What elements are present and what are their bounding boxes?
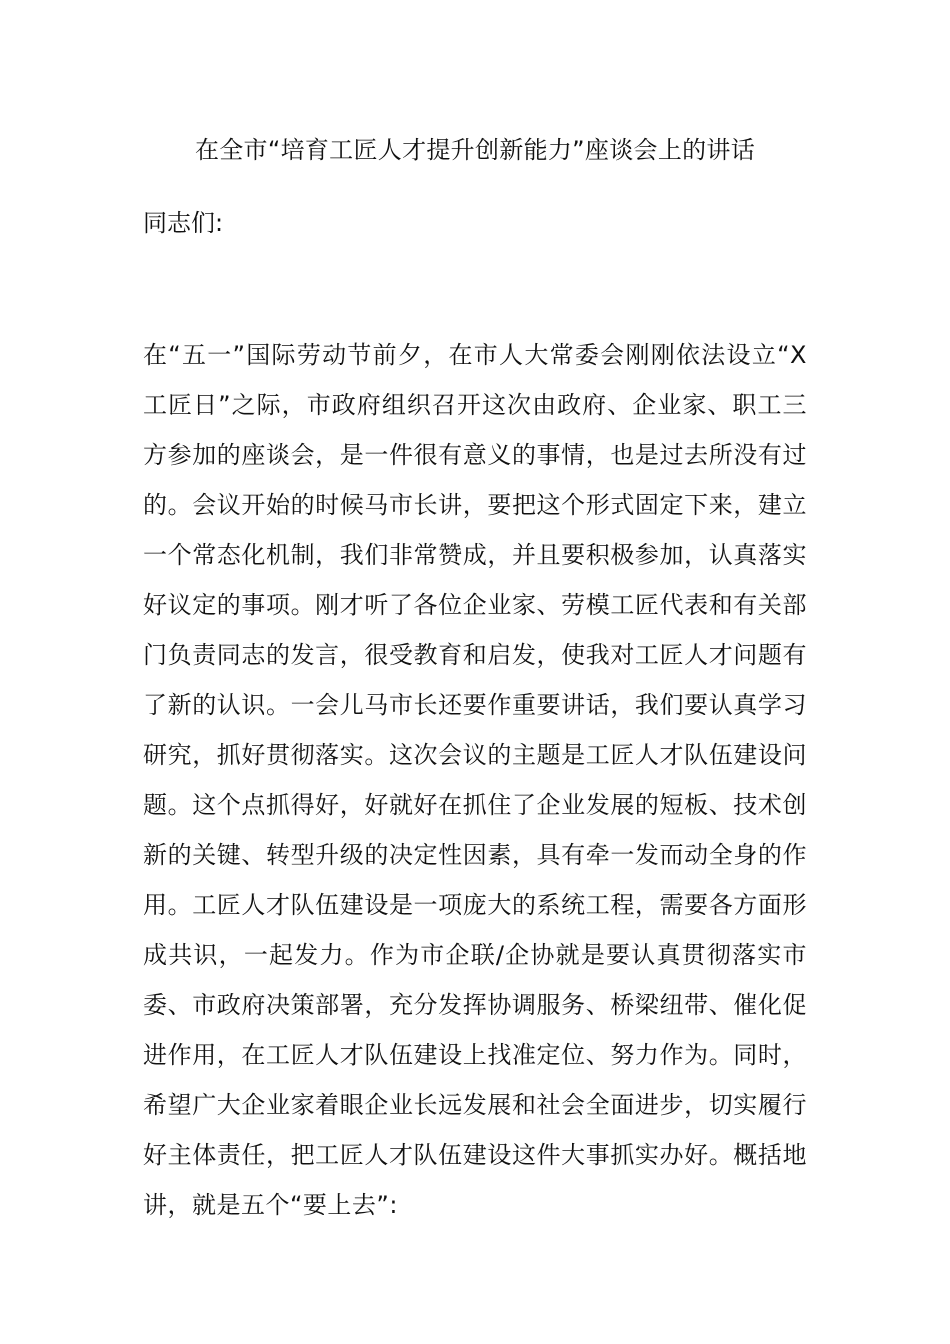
salutation: 同志们: (143, 209, 224, 237)
document-title: 在全市“培育工匠人才提升创新能力”座谈会上的讲话 (194, 136, 756, 164)
body-paragraph: 在“五一”国际劳动节前夕，在市人大常委会刚刚依法设立“X工匠日”之际，市政府组织召开这次由政府、企业家、职工三方参加的座谈会，是一件很有意义的事情，也是过去所没有过的。会议开始的时候马市长讲，要把这个形式固定下来，建立一个常态化机制，我们非常赞成，并且要积极参加，认真落实好议定的事项。刚才听了各位企业家、劳模工匠代表和有关部门负责同志的发言，很受教育和启发，使我对工匠人才问题有了新的认识。一会儿马市长还要作重要讲话，我们要认真学习研究，抓好贯彻落实。这次会议的主题是工匠人才队伍建设问题。这个点抓得好，好就好在抓住了企业发展的短板、技术创新的关键、转型升级的决定性因素，具有牵一发而动全身的作用。工匠人才队伍建设是一项庞大的系统工程，需要各方面形成共识，一起发力。作为市企联/企协就是要认真贯彻落实市委、市政府决策部署，充分发挥协调服务、桥梁纽带、催化促进作用，在工匠人才队伍建设上找准定位、努力作为。同时，希望广大企业家着眼企业长远发展和社会全面进步，切实履行好主体责任，把工匠人才队伍建设这件大事抓实办好。概括地讲，就是五个“要上去”: (143, 341, 807, 1219)
